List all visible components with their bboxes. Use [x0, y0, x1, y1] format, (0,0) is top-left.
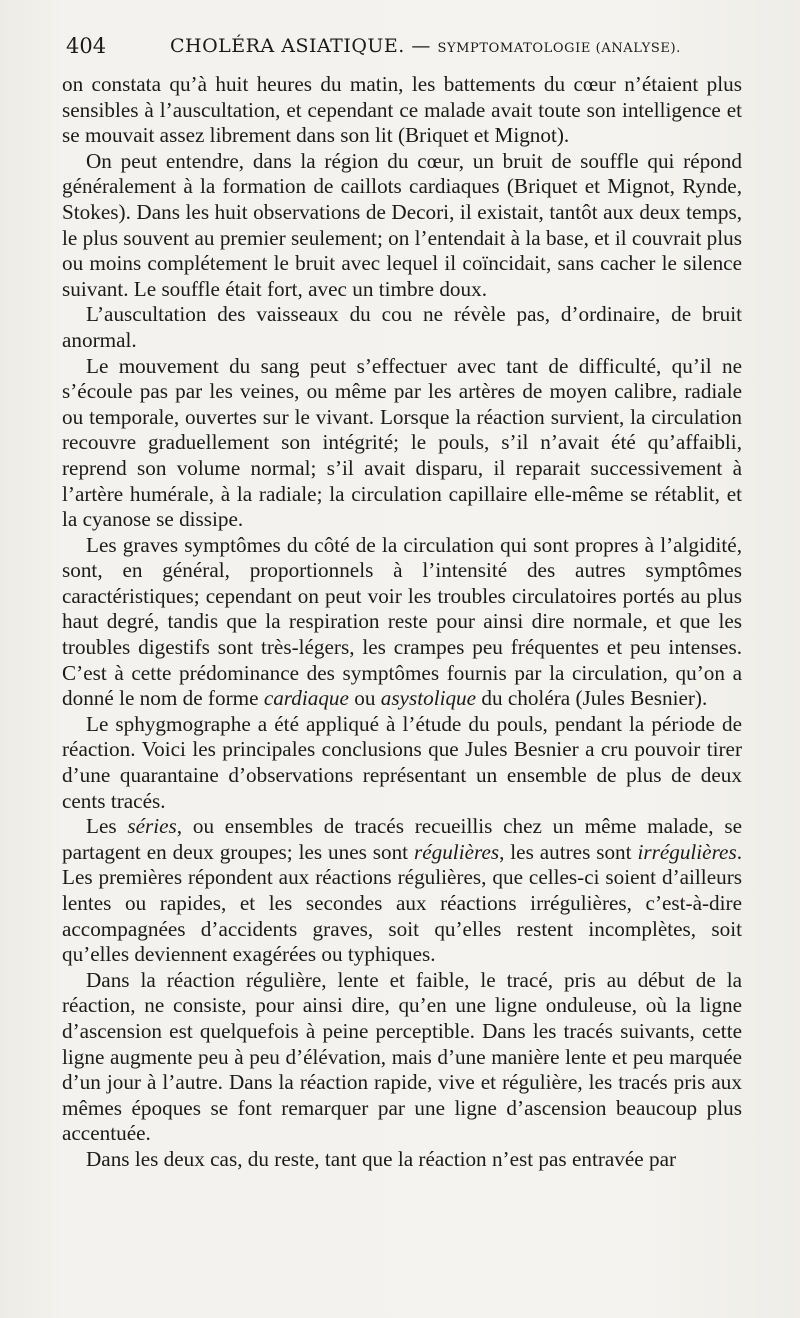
- paragraph: Dans la réaction régulière, lente et faible, le tracé, pris au début de la réaction, ne consiste, pour ainsi dire, qu’en une ligne onduleuse, où la ligne d’ascension est quelquefois à peine perceptible. Dans les tracés suivants, cette ligne augmente peu à peu d’élévation, mais d’une manière lente et peu marquée d’un jour à l’autre. Dans la réaction rapide, vive et régulière, les tracés pris aux mêmes époques se font remarquer par une ligne d’ascension beaucoup plus accentuée.: [62, 967, 742, 1146]
- paragraph: Le sphygmographe a été appliqué à l’étude du pouls, pendant la période de réaction. Voici les principales conclusions que Jules Besnier a cru pouvoir tirer d’une quarantaine d’observations représentant un ensemble de plus de deux cents tracés.: [62, 711, 742, 813]
- italic-term: cardiaque: [263, 686, 349, 711]
- text-run: , les autres sont: [499, 839, 638, 864]
- text-run: Les graves symptômes du côté de la circulation qui sont propres à l’algidité, sont, en général, proportionnels à l’intensité des autres symptômes caractéristiques; cependant on peut voir les troubles circulatoires portés au plus haut degré, tandis que la respiration reste pour ainsi dire normale, et que les troubles digestifs sont très-légers, les crampes peu fréquentes et peu intenses. C’est à cette prédominance des symptômes fournis par la circulation, qu’on a donné le nom de forme: [62, 532, 742, 711]
- paragraph: Dans les deux cas, du reste, tant que la réaction n’est pas entravée par: [86, 1146, 677, 1171]
- text-run: . Les premières répondent aux réactions régulières, que celles-ci soient d’ailleurs lentes ou rapides, et les secondes aux réactions irrégulières, c’est-à-dire accompagnées d’accidents graves, soit qu’elles restent incomplètes, soit qu’elles deviennent exagérées ou typhiques.: [62, 839, 742, 967]
- paragraph: [62, 533, 742, 712]
- italic-term: régulières: [413, 839, 500, 864]
- title-separator: —: [411, 35, 431, 57]
- text-run: ou: [348, 686, 381, 711]
- page-number: 404: [66, 34, 107, 58]
- italic-term: asystolique: [380, 686, 477, 711]
- running-title: [170, 35, 681, 57]
- paragraph: Le mouvement du sang peut s’effectuer avec tant de difficulté, qu’il ne s’écoule pas par les veines, ou même par les artères de moyen calibre, radiale ou temporale, ouvertes sur le vivant. Lorsque la réaction survient, la circulation recouvre graduellement son intégrité; le pouls, s’il n’avait été qu’affaibli, reprend son volume normal; s’il avait disparu, il reparait successivement à l’artère humérale, à la radiale; la circulation capillaire elle-même se rétablit, et la cyanose se dissipe.: [62, 353, 742, 532]
- italic-term: séries: [127, 814, 177, 839]
- section-title: SYMPTOMATOLOGIE (ANALYSE).: [437, 41, 681, 56]
- text-run: , ou ensembles de tracés recueillis chez un même malade, se partagent en deux groupes; les unes sont: [62, 814, 742, 864]
- paragraph: On peut entendre, dans la région du cœur, un bruit de souffle qui répond généralement à la formation de caillots cardiaques (Briquet et Mignot, Rynde, Stokes). Dans les huit observations de Decori, il existait, tantôt aux deux temps, le plus souvent au premier seulement; on l’entendait à la base, et il couvrait plus ou moins complétement le bruit avec lequel il coïncidait, sans cacher le silence suivant. Le souffle était fort, avec un timbre doux.: [62, 148, 742, 301]
- paragraph: [62, 814, 742, 968]
- book-title: CHOLÉRA ASIATIQUE.: [170, 35, 405, 57]
- italic-term: irrégulières: [637, 839, 737, 864]
- paragraph: L’auscultation des vaisseaux du cou ne révèle pas, d’ordinaire, de bruit anormal.: [62, 302, 742, 352]
- text-run: du choléra (Jules Besnier).: [476, 686, 708, 711]
- text-run: Les: [86, 814, 128, 839]
- body-text: [62, 72, 742, 1173]
- paragraph: on constata qu’à huit heures du matin, les battements du cœur n’étaient plus sensibles à l’auscultation, et cependant ce malade avait toute son intelligence et se mouvait assez librement dans son lit (Briquet et Mignot).: [62, 72, 742, 148]
